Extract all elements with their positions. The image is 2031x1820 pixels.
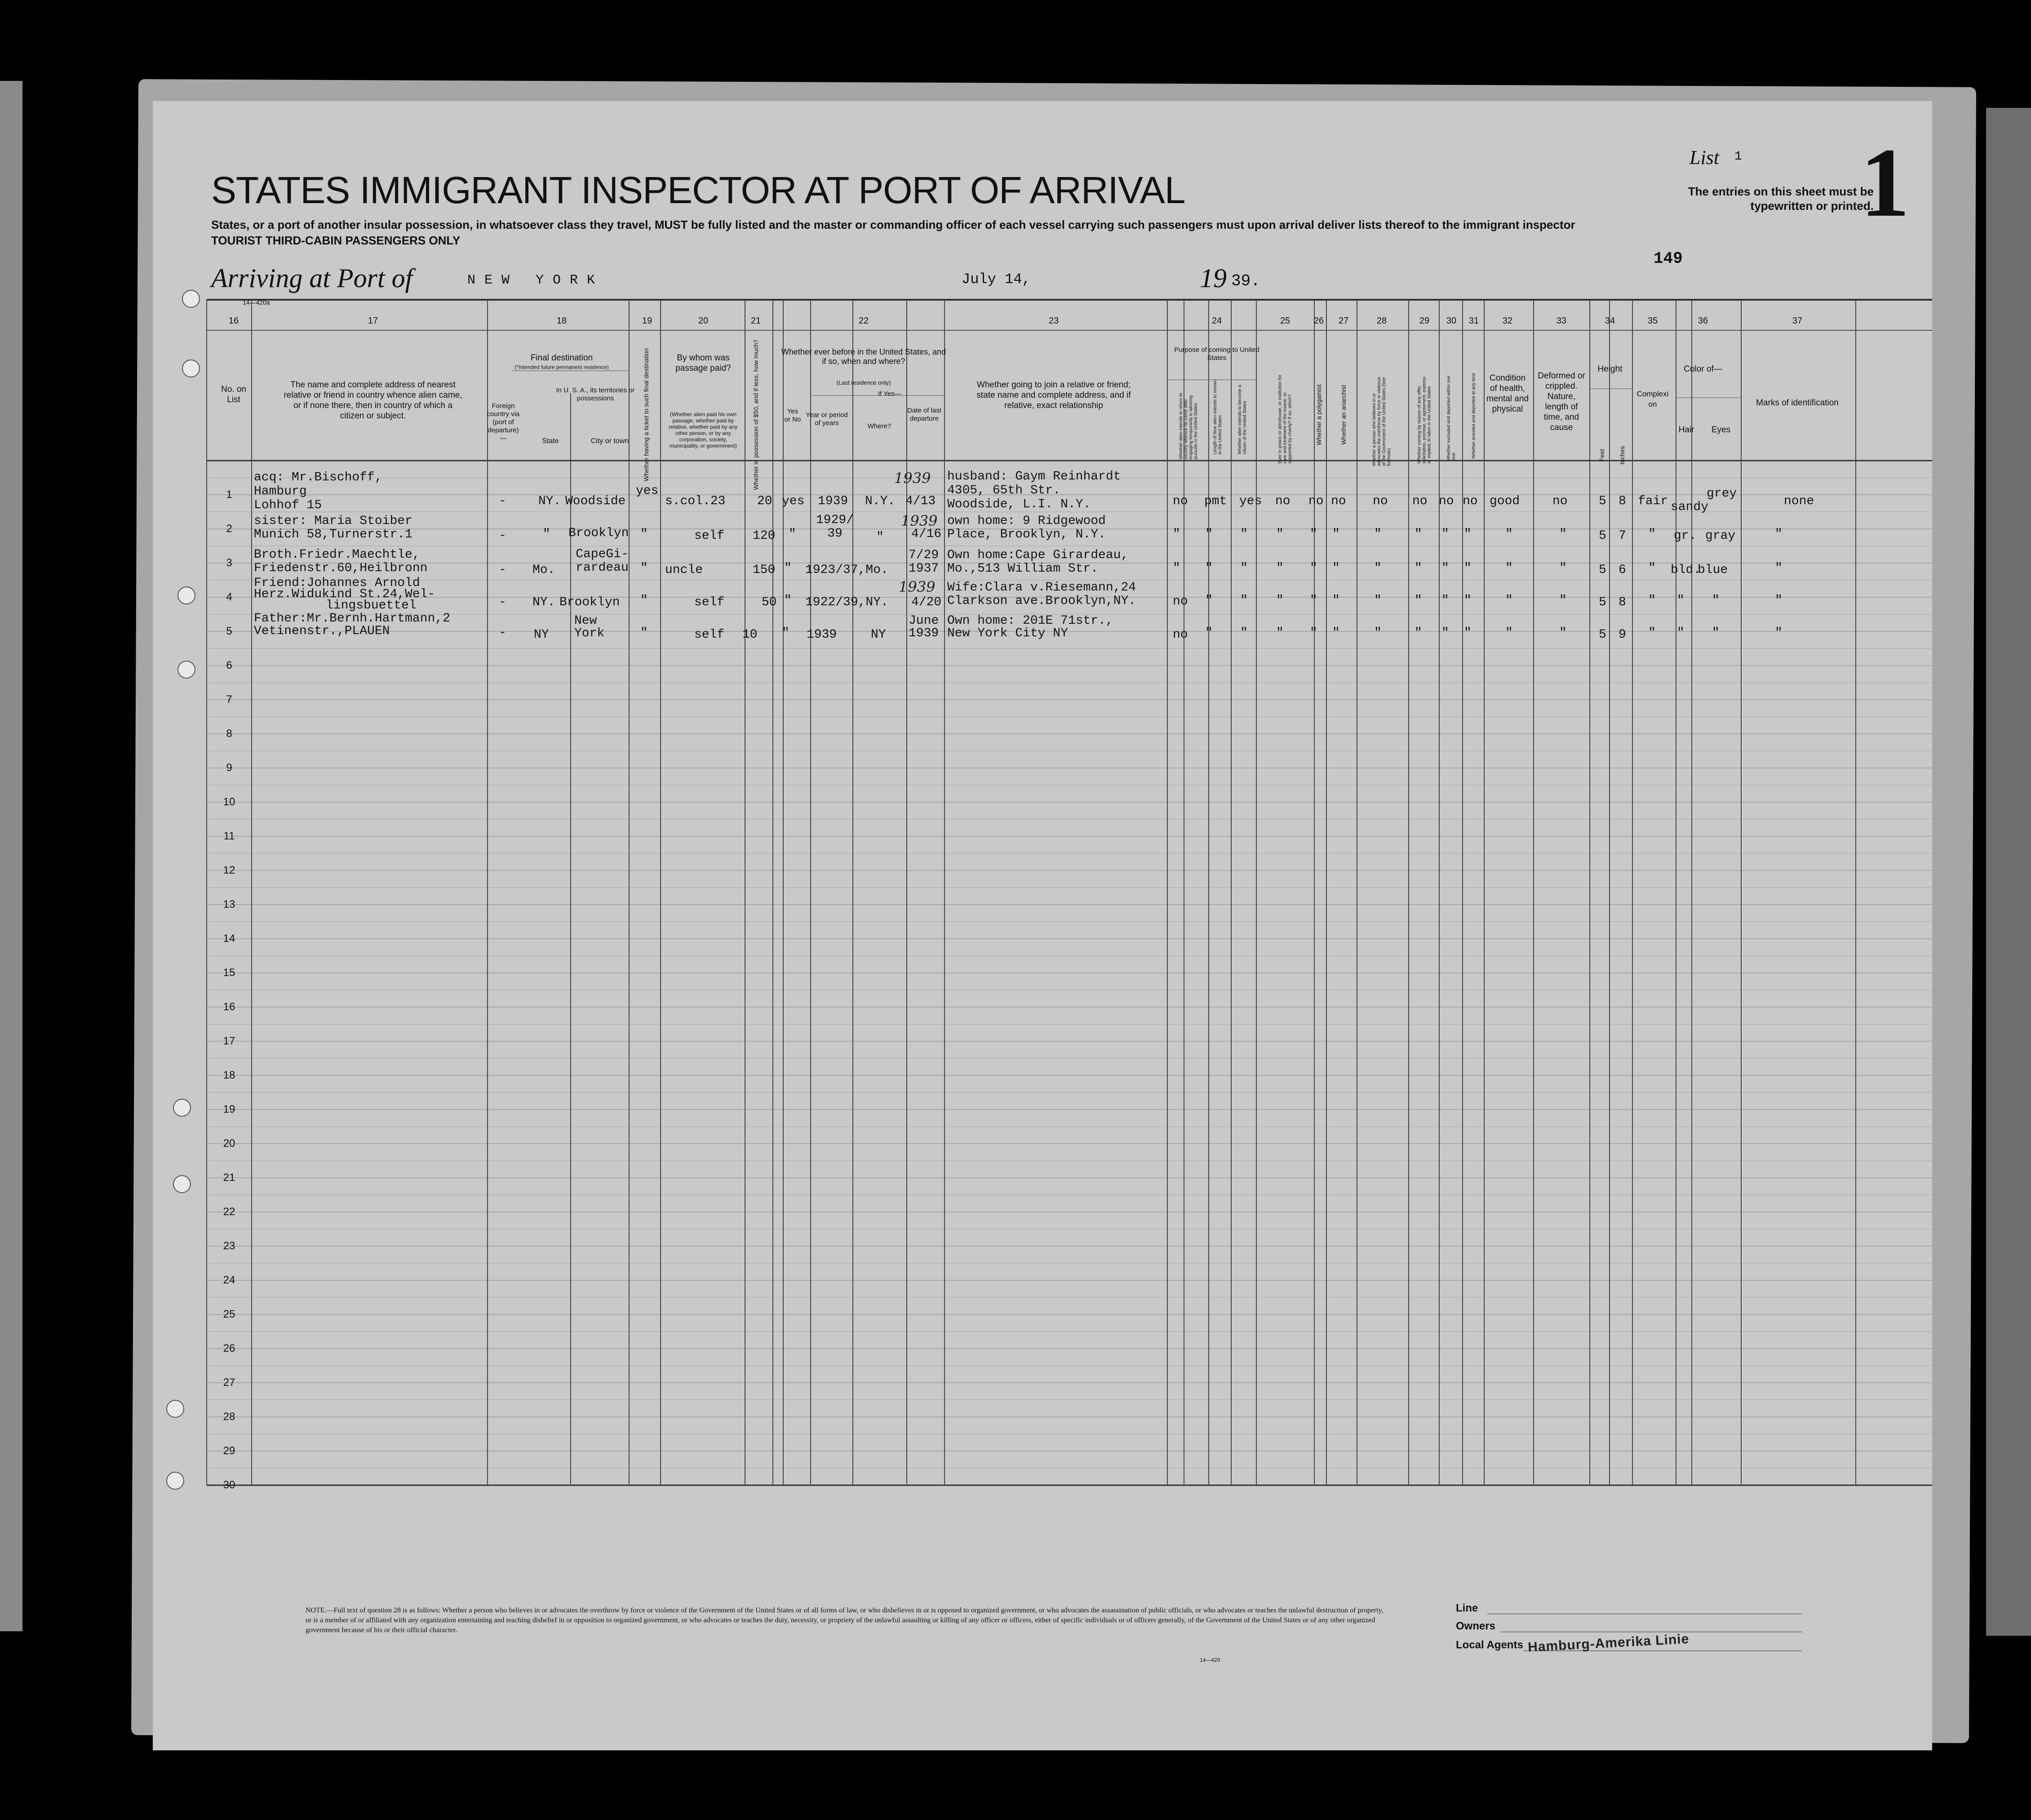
row-number: 25	[223, 1308, 235, 1320]
row-number: 11	[223, 830, 235, 842]
adjacent-page-left	[0, 81, 22, 1631]
entry-1-labor: no	[1412, 494, 1428, 508]
ditto-mark: "	[1310, 594, 1317, 608]
punch-hole	[182, 290, 200, 308]
entry-2-where: "	[876, 530, 884, 544]
punch-hole	[177, 586, 195, 604]
arriving-label: Arriving at Port of	[211, 263, 413, 293]
entry-2-last: 4/16	[911, 527, 942, 541]
row-number: 29	[223, 1445, 235, 1457]
entry-5-state: NY	[534, 628, 549, 642]
ditto-mark: "	[1415, 561, 1422, 575]
row-number: 21	[223, 1172, 235, 1184]
ditto-mark: "	[1505, 527, 1513, 541]
entry-1-last: 4/13	[905, 494, 936, 508]
manifest-sheet	[153, 101, 1932, 1750]
entry-4-marks: "	[1775, 594, 1783, 608]
entry-1-return: no	[1173, 494, 1188, 508]
entry-5-inches: 9	[1619, 628, 1626, 642]
row-number: 13	[223, 898, 235, 910]
col-head-where: Where?	[867, 422, 891, 430]
row-number: 10	[223, 796, 235, 808]
entry-5-city: New York	[574, 614, 605, 640]
punch-hole	[166, 1400, 184, 1418]
col-head-purpose: Purpose of coming to United States	[1174, 346, 1259, 362]
entry-1-foreign: -	[499, 494, 506, 508]
col-num-16: 16	[228, 316, 239, 326]
entry-2-money: 120	[753, 529, 776, 543]
ditto-mark: "	[1374, 527, 1382, 541]
entry-2-period: 1929/ 39	[816, 513, 854, 541]
entry-5-before: "	[782, 626, 789, 640]
entry-5-return: no	[1173, 628, 1188, 642]
col-num-24: 24	[1211, 316, 1222, 326]
row-number: 4	[226, 591, 232, 603]
col-head-labor-offer: Whether coming by reason of any offer, solicitation, promise, or agreement, express or implied, to labor in the United States	[1417, 377, 1432, 464]
col-note-final-destination: (*Intended future permanent residence)	[514, 364, 609, 370]
entry-2-inches: 7	[1619, 529, 1626, 543]
col-num-25: 25	[1280, 316, 1290, 326]
entry-1-polygamist: no	[1308, 494, 1324, 508]
entry-3-before: "	[784, 561, 792, 575]
entry-4-join-line: Clarkson ave.Brooklyn,NY.	[947, 594, 1136, 608]
entry-3-feet: 5	[1599, 563, 1606, 577]
entry-5-ticket: "	[640, 626, 648, 640]
col-num-26: 26	[1313, 316, 1324, 326]
footer-line-label: Line	[1456, 1602, 1478, 1614]
entry-4-foreign: -	[499, 595, 506, 609]
ditto-mark: "	[1374, 626, 1382, 640]
entry-5-relative	[254, 613, 450, 638]
entry-4-ticket: "	[640, 594, 648, 608]
entry-2-marks: "	[1775, 527, 1783, 541]
entry-1-join-line: husband: Gaym Reinhardt	[947, 470, 1121, 484]
col-num-35: 35	[1647, 316, 1658, 326]
entry-2-relative-line: Munich 58,Turnerstr.1	[254, 528, 412, 542]
row-number: 17	[223, 1035, 235, 1047]
col-num-33: 33	[1556, 316, 1567, 326]
footnote-code: 14—420	[1200, 1657, 1220, 1663]
col-head-prison: Ever in prison or almshouse, or institution for care and treatment of the insane, or supported by charity? If so, which?	[1277, 374, 1293, 464]
form-code: 14—420a	[243, 299, 270, 306]
entry-1-relative	[254, 471, 382, 512]
year-prefix: 19	[1200, 263, 1227, 293]
row-number: 5	[226, 625, 232, 637]
entry-4-eyes: "	[1712, 594, 1720, 608]
ditto-mark: "	[1240, 527, 1248, 541]
entry-5-feet: 5	[1599, 628, 1606, 642]
row-number: 20	[223, 1137, 235, 1150]
col-note-before: (Last residence only)	[836, 379, 891, 386]
entry-1-eyes: grey	[1707, 487, 1737, 501]
ditto-mark: "	[1332, 594, 1340, 608]
ditto-mark: "	[1415, 527, 1422, 541]
ditto-mark: "	[1374, 561, 1382, 575]
entry-2-paid: self	[694, 529, 725, 543]
col-head-height: Height	[1597, 364, 1623, 374]
entry-1-join-line: Woodside, L.I. N.Y.	[947, 497, 1091, 511]
entry-3-relative-line: Broth.Friedr.Maechtle,	[254, 548, 420, 562]
entry-1-arrested: no	[1463, 494, 1478, 508]
entry-4-period: 1922/39,NY.	[805, 595, 888, 609]
entry-2-complexion: "	[1648, 527, 1656, 541]
col-head-final-destination: Final destination	[530, 353, 593, 363]
entry-3-last: 7/29 1937	[909, 548, 939, 576]
col-head-inches: Inches	[1619, 446, 1626, 465]
entry-4-city: Brooklyn	[559, 595, 620, 609]
ditto-mark: "	[1441, 527, 1449, 541]
entry-2-eyes: gray	[1705, 529, 1736, 543]
col-head-yes-no: Yes or No	[784, 408, 801, 423]
row-number: 15	[223, 967, 235, 979]
col-num-21: 21	[750, 316, 761, 326]
entry-5-foreign: -	[499, 626, 506, 640]
col-head-marks: Marks of identification	[1756, 398, 1839, 408]
punch-hole	[173, 1099, 191, 1117]
row-number: 23	[223, 1240, 235, 1252]
entry-1-health: good	[1490, 494, 1520, 508]
col-num-28: 28	[1376, 316, 1387, 326]
col-head-no-on-list: No. on List	[221, 385, 246, 404]
entry-1-hair: sandy	[1671, 500, 1709, 514]
class-line: TOURIST THIRD-CABIN PASSENGERS ONLY	[211, 234, 461, 247]
entry-1-complexion: fair	[1638, 494, 1668, 508]
entry-3-join-line: Own home:Cape Girardeau,	[947, 548, 1129, 562]
col-head-excluded: Whether excluded and deported within one year	[1446, 375, 1456, 461]
ditto-mark: "	[1559, 626, 1567, 640]
col-head-foreign: Foreign country via (port of departure)—	[487, 402, 520, 442]
entry-1-relative-line: acq: Mr.Bischoff,	[254, 471, 382, 484]
row-number: 26	[223, 1342, 235, 1354]
entry-4-relative-line: lingsbuettel	[326, 599, 417, 613]
entry-4-feet: 5	[1599, 595, 1606, 609]
entry-3-paid: uncle	[665, 563, 703, 577]
entry-1-ticket: yes	[636, 484, 659, 498]
entry-1-marks: none	[1784, 494, 1814, 508]
entry-1-last-hw: 1939	[894, 470, 931, 487]
col-head-join: Whether going to join a relative or friend; state name and complete address, and if relative, exact relationship	[976, 380, 1131, 410]
col-head-state: State	[542, 437, 559, 445]
entry-3-money: 150	[753, 563, 776, 577]
ditto-mark: "	[1173, 527, 1180, 541]
ditto-mark: "	[1240, 594, 1248, 608]
col-head-city: City or town	[590, 437, 629, 445]
entry-1-join	[947, 470, 1121, 511]
col-head-period: Year or period of years	[806, 411, 848, 427]
col-num-37: 37	[1792, 316, 1803, 326]
entry-3-join-line: Mo.,513 William Str.	[947, 562, 1099, 576]
ditto-mark: "	[1415, 626, 1422, 640]
entry-2-last-hw: 1939	[901, 512, 938, 529]
entry-1-excluded: no	[1439, 494, 1454, 508]
ditto-mark: "	[1464, 527, 1472, 541]
entry-4-last: 4/20	[911, 595, 942, 609]
col-note-passage: (Whether alien paid his own passage, whether paid by relative, whether paid by any other person, or by any corporation, society, municipality, or government)	[669, 411, 738, 449]
entry-4-join-line: Wife:Clara v.Riesemann,24	[947, 581, 1136, 595]
entry-4-relative-line: Friend:Johannes Arnold	[254, 576, 420, 590]
entry-1-anarchist: no	[1331, 494, 1346, 508]
entry-2-foreign: -	[499, 529, 506, 543]
ditto-mark: "	[1374, 594, 1382, 608]
entry-3-relative	[254, 548, 427, 575]
col-num-32: 32	[1502, 316, 1513, 326]
punch-hole	[173, 1175, 191, 1193]
ditto-mark: "	[1332, 527, 1340, 541]
ditto-mark: "	[1205, 561, 1213, 575]
col-num-31: 31	[1468, 316, 1479, 326]
year-suffix: 39.	[1231, 272, 1260, 290]
ditto-mark: "	[1205, 527, 1213, 541]
col-head-if-yes: If Yes—	[878, 390, 901, 398]
col-head-anarchist: Whether an anarchist	[1340, 385, 1347, 445]
entry-1-before: yes	[782, 494, 805, 508]
ditto-mark: "	[1240, 561, 1248, 575]
col-head-usa: In U. S. A., its territories or possessions	[556, 386, 635, 402]
col-head-last-departure: Date of last departure	[907, 407, 941, 422]
row-number: 14	[223, 932, 235, 945]
entry-4-join	[947, 581, 1136, 608]
entry-5-join	[947, 615, 1113, 640]
col-head-passage: By whom was passage paid?	[675, 353, 731, 373]
entry-5-relative-line: Father:Mr.Bernh.Hartmann,2	[254, 612, 450, 626]
entry-3-foreign: -	[499, 563, 506, 577]
col-head-color: Color of—	[1684, 364, 1722, 374]
entry-1-deformed: no	[1552, 494, 1568, 508]
entry-3-complexion: "	[1648, 561, 1656, 575]
entry-1-where: N.Y.	[865, 494, 896, 508]
adjacent-page-right	[1986, 108, 2031, 1636]
col-head-polygamist: Whether a polygamist	[1315, 384, 1322, 445]
entry-3-period: 1923/37,Mo.	[805, 563, 888, 577]
footer-owners-label: Owners	[1456, 1620, 1496, 1632]
entry-2-join	[947, 515, 1106, 542]
entry-1-join-line: 4305, 65th Str.	[947, 484, 1061, 497]
entry-2-join-line: Place, Brooklyn, N.Y.	[947, 528, 1106, 542]
col-num-34: 34	[1605, 316, 1615, 326]
entry-1-prison: no	[1275, 494, 1290, 508]
ditto-mark: "	[1332, 626, 1340, 640]
col-num-17: 17	[368, 316, 378, 326]
entry-4-relative	[254, 577, 435, 611]
col-head-health: Condition of health, mental and physical	[1486, 373, 1529, 414]
row-number: 30	[223, 1479, 235, 1491]
entry-3-ticket: "	[640, 561, 648, 575]
entry-3-marks: "	[1775, 561, 1783, 575]
entry-4-hair: "	[1677, 594, 1685, 608]
col-head-complexion: Complexion	[1636, 390, 1669, 408]
row-number: 27	[223, 1376, 235, 1389]
ditto-mark: "	[1240, 626, 1248, 640]
entry-4-last-hw: 1939	[899, 578, 936, 595]
entry-4-state: NY.	[532, 595, 555, 609]
row-number: 3	[226, 557, 232, 569]
entry-2-city: Brooklyn	[568, 526, 629, 540]
row-number: 24	[223, 1274, 235, 1286]
ditto-mark: "	[1310, 527, 1317, 541]
col-num-27: 27	[1338, 316, 1349, 326]
ditto-mark: "	[1505, 561, 1513, 575]
col-num-29: 29	[1419, 316, 1430, 326]
sheet-big-number: 1	[1860, 128, 1910, 237]
col-head-deformed: Deformed or crippled. Nature, length of time, and cause	[1538, 371, 1585, 432]
entry-2-relative	[254, 515, 412, 542]
punch-hole	[177, 661, 195, 679]
col-head-feet: Feet	[1598, 448, 1605, 462]
col-num-23: 23	[1048, 316, 1059, 326]
col-num-22: 22	[858, 316, 869, 326]
entry-3-city: CapeGi- rardeau	[576, 547, 629, 575]
col-head-return: Whether alien intends to return to country whence he came after engaging temporarily in laboring pursuits in the United States	[1179, 393, 1198, 459]
ditto-mark: "	[1276, 626, 1284, 640]
col-head-money: Whether in possession of $50, and if less, how much?	[752, 339, 759, 490]
row-number: 18	[223, 1069, 235, 1081]
entry-5-last: June 1939	[909, 614, 939, 640]
port-value: NEW YORK	[467, 273, 604, 288]
ditto-mark: "	[1559, 594, 1567, 608]
entry-1-state: NY.	[538, 494, 561, 508]
footnote: NOTE.—Full text of question 28 is as follows: Whether a person who believes in or advocates the overthrow by force or violence of the Government of the United States or of all forms of law, or who disbelieves in or is opposed to organized government, or who advocates the assassination of public officials, or who advocates or teaches the unlawful destruction of property, or is a member of or affiliated with any organization entertaining and teaching disbelief in or opposition to organized government, or who advocates or teaches the duty, necessity, or propriety of the unlawful assaulting or killing of any officer or officers, either of specific individuals or of officers generally, of the Government of the United States or of any other organized government because of his or their official character.	[306, 1607, 1384, 1634]
sheet-number: 149	[1654, 249, 1683, 268]
entry-1-relative-line: Hamburg	[254, 484, 307, 498]
entry-5-eyes: "	[1712, 626, 1720, 640]
entry-1-length: pmt	[1204, 494, 1227, 508]
entry-5-period: 1939	[807, 628, 837, 642]
ditto-mark: "	[1276, 527, 1284, 541]
ditto-mark: "	[1415, 594, 1422, 608]
entry-4-paid: self	[694, 595, 725, 609]
page-subtitle: States, or a port of another insular possession, in whatsoever class they travel, MUST be fully listed and the master or commanding officer of each vessel carrying such passengers must upon arrival deliver lists thereof to the immigrant inspector	[211, 218, 1575, 231]
entry-3-relative-line: Friedenstr.60,Heilbronn	[254, 561, 428, 575]
entry-5-relative-line: Vetinenstr.,PLAUEN	[254, 624, 390, 638]
row-number: 28	[223, 1411, 235, 1423]
row-number: 22	[223, 1206, 235, 1218]
ditto-mark: "	[1559, 561, 1567, 575]
ditto-mark: "	[1464, 594, 1472, 608]
entry-3-state: Mo.	[532, 563, 555, 577]
entry-3-join	[947, 549, 1128, 576]
row-number: 9	[226, 762, 232, 774]
col-num-30: 30	[1446, 316, 1457, 326]
entry-1-overthrow: no	[1373, 494, 1388, 508]
ditto-mark: "	[1205, 594, 1213, 608]
col-head-overthrow: Whether a person who believes in or advocates the overthrow by force or violence of the Government of the United States (See footnote)	[1372, 377, 1392, 466]
entry-2-ticket: "	[640, 527, 648, 541]
page-title: STATES IMMIGRANT INSPECTOR AT PORT OF ARRIVAL	[211, 169, 1185, 211]
ruled-grid	[153, 101, 1932, 1750]
col-head-citizen: Whether alien intends to become a citizen of the United States	[1237, 385, 1247, 454]
entry-1-citizen: yes	[1239, 494, 1262, 508]
ditto-mark: "	[1332, 561, 1340, 575]
row-number: 7	[226, 693, 232, 706]
ditto-mark: "	[1464, 561, 1472, 575]
entry-4-before: "	[784, 594, 792, 608]
row-number: 1	[226, 488, 232, 501]
entry-5-money: 10	[742, 628, 758, 642]
entry-5-join-line: Own home: 201E 71str.,	[947, 614, 1113, 628]
entry-1-period: 1939	[818, 494, 848, 508]
entry-1-city: Woodside	[565, 494, 626, 508]
col-head-arrested: Whether arrested and deported at any time	[1471, 373, 1477, 459]
entry-1-paid: s.col.23	[665, 494, 726, 508]
ditto-mark: "	[1505, 626, 1513, 640]
entry-5-where: NY	[871, 628, 886, 642]
agent-stamp: Hamburg-Amerika Linie	[1527, 1631, 1690, 1655]
entry-3-hair: bld.	[1671, 563, 1701, 577]
entry-1-inches: 8	[1619, 494, 1626, 508]
entry-2-feet: 5	[1599, 529, 1606, 543]
col-num-36: 36	[1698, 316, 1708, 326]
entry-2-hair: gr.	[1674, 529, 1697, 543]
col-head-ticket: Whether having a ticket to such final destination	[643, 348, 650, 482]
ditto-mark: "	[1559, 527, 1567, 541]
ditto-mark: "	[1276, 561, 1284, 575]
footer-agents-label: Local Agents	[1456, 1639, 1523, 1651]
col-num-18: 18	[556, 316, 567, 326]
row-number: 16	[223, 1001, 235, 1013]
row-number: 19	[223, 1103, 235, 1115]
list-label: List	[1690, 146, 1720, 169]
ditto-mark: "	[1276, 594, 1284, 608]
ditto-mark: "	[1464, 626, 1472, 640]
entry-2-join-line: own home: 9 Ridgewood	[947, 514, 1106, 528]
entry-2-relative-line: sister: Maria Stoiber	[254, 514, 412, 528]
ditto-mark: "	[1505, 594, 1513, 608]
entries-note: The entries on this sheet must be typewritten or printed.	[1688, 185, 1874, 213]
col-num-19: 19	[642, 316, 652, 326]
entry-5-marks: "	[1775, 626, 1783, 640]
entry-5-hair: "	[1677, 626, 1685, 640]
entry-1-money: 20	[757, 494, 772, 508]
list-number: 1	[1734, 150, 1742, 164]
ditto-mark: "	[1310, 626, 1317, 640]
ditto-mark: "	[1441, 561, 1449, 575]
col-head-eyes: Eyes	[1711, 425, 1731, 435]
entry-1-feet: 5	[1599, 494, 1606, 508]
col-num-20: 20	[698, 316, 709, 326]
entry-4-inches: 8	[1619, 595, 1626, 609]
row-number: 8	[226, 728, 232, 740]
row-number: 2	[226, 523, 232, 535]
col-head-before: Whether ever before in the United States, and if so, when and where?	[781, 347, 946, 366]
date-value: July 14,	[962, 271, 1031, 288]
entry-4-complexion: "	[1648, 594, 1656, 608]
row-number: 6	[226, 659, 232, 671]
entry-5-paid: self	[694, 628, 725, 642]
ditto-mark: "	[1310, 561, 1317, 575]
entry-4-money: 50	[762, 595, 777, 609]
entry-4-relative-line: Herz.Widukind St.24,Wel-	[254, 587, 435, 601]
entry-4-return: no	[1173, 595, 1188, 608]
entry-5-join-line: New York City NY	[947, 626, 1068, 640]
entry-1-relative-line: Lohhof 15	[254, 498, 322, 512]
col-head-hair: Hair	[1678, 425, 1694, 435]
entry-2-state: "	[543, 527, 550, 541]
punch-hole	[166, 1472, 184, 1490]
punch-hole	[182, 360, 200, 377]
entry-2-before: "	[789, 527, 796, 541]
entry-3-eyes: blue	[1698, 563, 1728, 577]
col-head-relative: The name and complete address of nearest relative or friend in country whence alien came, or if none there, then in country of which a citizen or subject.	[284, 380, 462, 421]
row-number: 12	[223, 864, 235, 876]
ditto-mark: "	[1205, 626, 1213, 640]
entry-5-complexion: "	[1648, 626, 1656, 640]
col-head-length: Length of time alien intends to remain in the United States	[1213, 379, 1223, 454]
ditto-mark: "	[1173, 561, 1180, 575]
entry-3-inches: 6	[1619, 563, 1626, 577]
ditto-mark: "	[1441, 594, 1449, 608]
ditto-mark: "	[1441, 626, 1449, 640]
